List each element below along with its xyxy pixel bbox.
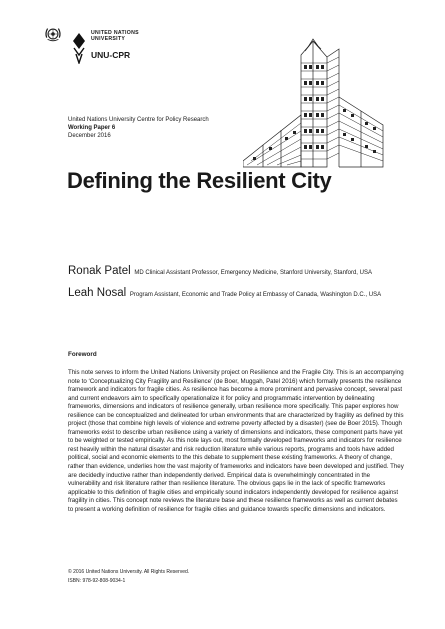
copyright-notice: © 2016 United Nations University. All Rights Reserved. bbox=[68, 569, 190, 575]
foreword-heading: Foreword bbox=[68, 351, 97, 358]
author-2 bbox=[68, 288, 381, 300]
author-affiliation: Program Assistant, Economic and Trade Policy at Embassy of Canada, Washington D.C., USA bbox=[129, 292, 382, 298]
un-emblem-icon bbox=[44, 25, 62, 43]
org-name bbox=[91, 30, 139, 42]
author-affiliation: MD Clinical Assistant Professor, Emergency Medicine, Stanford University, Stanford, USA bbox=[134, 270, 372, 276]
unu-logo-mark-icon bbox=[72, 32, 86, 64]
institution-name: United Nations University Centre for Policy Research bbox=[68, 117, 209, 123]
paper-title: Defining the Resilient City bbox=[67, 168, 332, 193]
foreword-text: This note serves to inform the United Nations University project on Resilience and the Fragile City. This is an accompanying note to ‘Conceptualizing City Fragility and Resilience’ (de Boer, Muggah, Patel 2016) which formally presents the resilience framework and indicators for fragile cities. As resilience has become a more prominent and pervasive concept, several past and current endeavors aim to specifically operationalize it for policy and programmatic intervention by delineating frameworks, dimensions and indicators of resilience generally, urban resilience more specifically. This paper explores how resilience can be conceptualized and delineated for urban environments that are characterized by fragility as defined by this project (those that combine high levels of violence and extreme poverty affected by a disaster) (see de Boer 2015). Though frameworks exist to describe urban resilience using a variety of dimensions and indicators, these component parts have yet to be weighted or tested empirically. As this note lays out, most formally developed frameworks and indicators for resilience rest heavily within the natural disaster and risk reduction literature while various reports, programs and tools have added political, social and economic elements to the this debate to supplement these existing frameworks. A theory of change, rather than evidence, underlies how the vast majority of frameworks and indicators have been developed and justified. They are decidedly inductive rather than independently derived. Empirical data is overwhelmingly concentrated in the vulnerability and risk literature rather than resilience literature. The obvious gaps lie in the lack of specific frameworks applicable to this definition of fragile cities and empirically sound indicators independently developed for resilience against fragility in cities. This concept note reviews the literature base and these resilience frameworks as well as current debates to present a working definition of resilience for fragile cities and guidance towards specific dimensions and indicators. bbox=[68, 369, 404, 513]
unit-name: UNU-CPR bbox=[91, 50, 131, 60]
org-name-line2: UNIVERSITY bbox=[91, 36, 126, 42]
author-1 bbox=[68, 266, 372, 278]
publication-date: December 2016 bbox=[68, 133, 111, 139]
author-name: Leah Nosal bbox=[68, 287, 127, 299]
building-illustration bbox=[243, 37, 388, 173]
org-name-line1: UNITED NATIONS bbox=[91, 30, 139, 36]
working-paper-number: Working Paper 6 bbox=[68, 125, 116, 131]
institution-block bbox=[68, 116, 209, 140]
author-name: Ronak Patel bbox=[68, 265, 131, 277]
isbn: ISBN: 978-92-808-9034-1 bbox=[68, 578, 126, 584]
